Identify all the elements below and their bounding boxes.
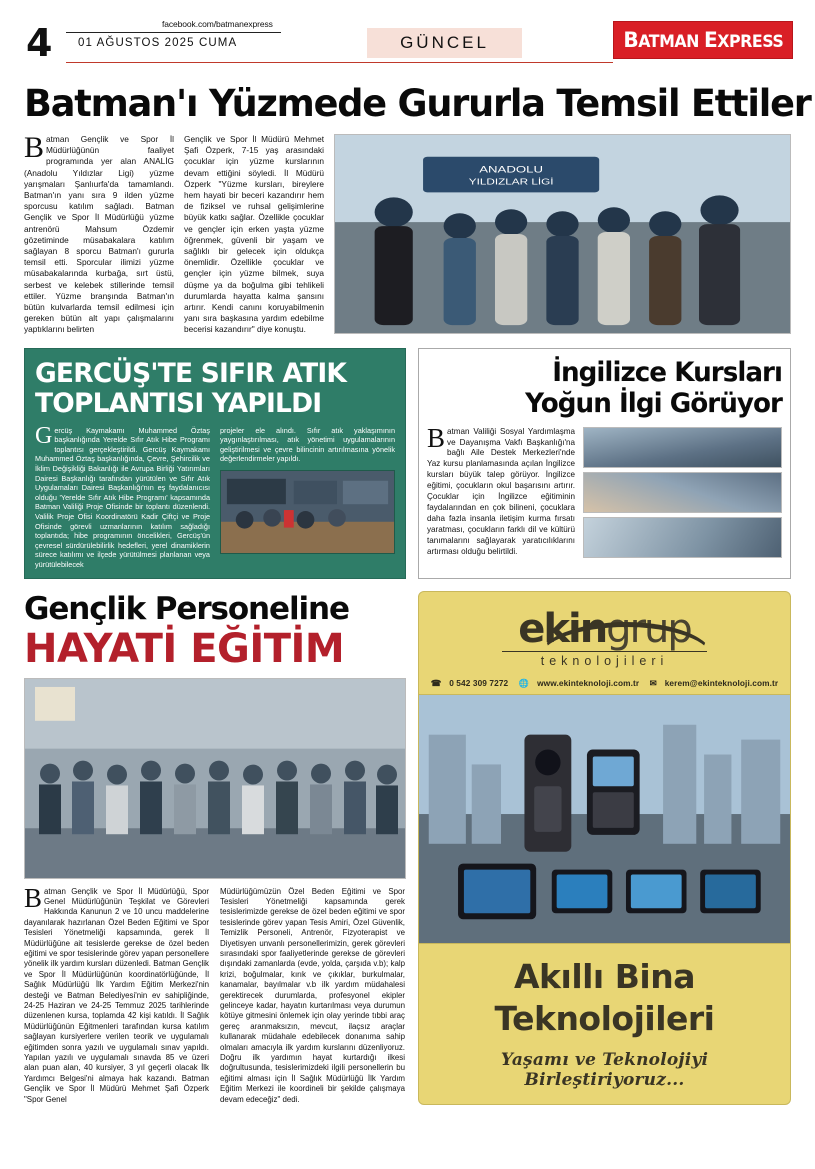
green-story-text-2: projeler ele alındı. Sıfır atık yaklaşımının yaygınlaştırılması, atık yönetimi uygulamalarının geliştirilmesi ve çevre bilincinin artırılmasına yönelik değerlendirmeler yapıldı. (220, 425, 395, 464)
masthead-red-rule (66, 62, 613, 63)
top-story (24, 131, 791, 336)
bottom-story-body-1: atman Gençlik ve Spor İl Müdürlüğü, Spor Genel Müdürlüğünün Teşkilat ve Görevleri Hakkında Kanunun 2 ve 10 uncu maddelerine dayanılarak hazırlanan Özel Beden Eğitimi ve Spor Tesisleri Yönetmeliği kapsamında, gerek İl Müdürlüğüne ait tesislerde gerekse de özel beden eğitimi ve spor tesislerinde görev yapan personellere yönelik ilk yardım kursları düzenledi. Batman Gençlik ve Spor İl Müdürlüğünün koordinatörlüğünde, İl Sağlık Müdürlüğü İlk Yardım Eğitim Merkezi'nin desteği ve Batman Belediyesi'nin ev sahipliğinde, 24-25 Haziran ve 24-25 Temmuz 2025 tarihlerinde düzenlenen kursa, toplamda 42 kişi katıldı. İl Sağlık Müdürlüğünün Eğitmenleri tarafından kursa katılım sağlayan kursiyerlere verilen teorik ve uygulamalı eğitimden sonra yazılı ve uygulamalı sınav yapıldı. Yapılan yazılı ve uygulamalı sınavda 85 ve üzeri alan puan alan, 40 kursiyer, 3 yıl geçerli olacak İlk Yardımcı Belgesi'ni almaya hak kazandı. Batman Gençlik ve Spor İl Müdürü Mehmet Şafi Özperk "Spor Genel (24, 886, 209, 1104)
top-story-photo (334, 134, 791, 334)
top-story-text-1 (24, 131, 174, 336)
top-story-photo-graphic (335, 135, 790, 333)
logo-e: E (703, 28, 717, 52)
ad-website[interactable]: www.ekinteknoloji.com.tr (537, 677, 640, 688)
ad-photo-graphic (419, 695, 790, 943)
logo-b: B (622, 28, 638, 52)
green-story-text-1 (35, 422, 210, 570)
dropcap: B (427, 422, 446, 453)
ad-slogan: Yaşamı ve Teknolojiyi Birleştiriyoruz... (500, 1049, 709, 1090)
masthead (22, 18, 793, 78)
ad-email[interactable]: kerem@ekinteknoloji.com.tr (664, 677, 779, 688)
bottom-story-photo-graphic (25, 679, 405, 878)
ad-title-line-2: Teknolojileri (494, 998, 715, 1038)
english-story-body: atman Valiliği Sosyal Yardımlaşma ve Dayanışma Vakfı Başkanlığı'na bağlı Aile Destek Merkezleri'nde Yaz kursu planlamasında açılan İngilizce kursları büyük talep görüyor. İngilizce eğitimi, çocukların okul başarısını artırır. Çocuklar için İngilizce eğitiminin faydalarından en çok bilineni, çocuklara daha fazla insanla iletişim kurma fırsatı yaratması, çocukların farklı dil ve kültürü tanımalarını sağlayarak yaratıcılıklarını artırması olduğu belirtildi. (427, 426, 575, 556)
envelope-icon: ✉ (649, 677, 657, 688)
advertisement[interactable] (418, 591, 791, 1106)
english-story-body-row (427, 422, 782, 558)
dropcap: B (24, 882, 43, 913)
ad-brand (518, 606, 691, 652)
bottom-story (24, 591, 406, 1106)
svg-text:ANADOLU: ANADOLU (479, 165, 544, 175)
mid-row (24, 348, 791, 579)
ad-logo (419, 592, 790, 672)
english-story-photo-2 (583, 472, 782, 513)
bottom-row (24, 591, 791, 1106)
page-number: 4 (26, 21, 53, 65)
ad-text-block (419, 944, 790, 1105)
bottom-story-text-2: Müdürlüğümüzün Özel Beden Eğitimi ve Spor Tesisleri Yönetmeliği kapsamında gerek tesislerimizde gerekse de özel beden eğitimi ve spor tesislerinde görev yapan Tesis Amiri, Özel Güvenlik, Temizlik Personeli, Antrenör, Fizyoterapist ve Diyetisyen unvanlı personellerimizin, gerek görevleri sırasındaki spor faaliyetlerinde gerekse de görevleri dışındaki zamanlarda (evde, yolda, çarşıda v.b); kalp krizi, boğulmalar, kırık ve çıkıklar, burkulmalar, kanamalar, bayılmalar v.b ilk yardım müdahalesi gerektirecek durumlarda, profesyonel ekipler gelinceye kadar, hayatın kurtarılması veya durumun kötüye gitmesini önlemek için olay yerinde tıbbi araç gereç aranmaksızın, mevcut, ilaçsız araçlar kullanarak müdahale edebilecek donanıma sahip olmaları amacıyla ilk yardım kurslarını düzenliyoruz. Doğru ilk yardımın hayat kurtardığı ilkesi doğrultusunda, tesislerimizdeki ilgili personellerin bu eğitimi alması için İl Sağlık Müdürlüğü İlk Yardım Eğitim Merkezi ile koordineli bir şekilde çalışmaya devam edeceğiz" dedi. (220, 886, 405, 1104)
english-story-photo-3 (583, 517, 782, 558)
green-story-headline-1: GERCÜŞ'TE SIFIR ATIK (35, 357, 347, 389)
top-story-column-2 (184, 134, 324, 336)
logo-atman: ATMAN (637, 32, 704, 51)
newspaper-page (0, 18, 815, 1169)
ad-title-line-1: Akıllı Bina (514, 956, 695, 996)
dropcap: B (24, 131, 45, 164)
globe-icon: 🌐 (518, 677, 530, 688)
green-story-columns (35, 422, 395, 570)
green-story-column-2 (220, 426, 395, 570)
masthead-divider-line (66, 32, 281, 33)
section-label: GÜNCEL (367, 28, 522, 58)
logo-xpress: XPRESS (716, 32, 784, 51)
ad-brand-bold: ekin (518, 605, 607, 652)
bottom-story-text-1 (24, 882, 209, 1106)
newspaper-logo (613, 21, 793, 59)
bottom-story-columns (24, 882, 406, 1106)
english-story-headline-2: Yoğun İlgi Görüyor (525, 387, 782, 419)
bottom-story-headline-1: Gençlik Personeline (24, 590, 349, 627)
green-story-body-1: ercüş Kaymakamı Muhammed Öztaş başkanlığında Yerelde Sıfır Atık Hibe Programı toplantısı gerçekleştirildi. Gercüş Kaymakamı Muhammed Öztaş başkanlığında, Çevre, Şehircilik ve İklim Değişikliği Bakanlığı ile Avrupa Birliği Yatırımları Dairesi Başkanlığı tarafından yürütülen ve Sıfır Atık Uygulamaları Dairesi Başkanlığı'nın eş faydalanıcısı olduğu 'Yerelde Sıfır Atık Hibe Programı' kapsamında Batman Valiliği Proje Ofisinde bir toplantı düzenlendi. Valilik Proje Ofisi Koordinatörü Kadir Çiftçi ve Proje Ofisinde görevli uzmanlarının katılım sağladığı toplantıda; hibe programının öncelikleri, Gercüş'ün çevresel sürdürülebilirlik hedefleri, yerel dinamiklerin sürece katılımı ve ilçede yürütülmesi planlanan veya yürütülebilecek (35, 425, 210, 569)
phone-icon: ☎ (430, 677, 442, 688)
ad-contact-bar (419, 672, 790, 694)
top-story-text-2: Gençlik ve Spor İl Müdürü Mehmet Şafi Özperk, 7-15 yaş arasındaki çocuklar için yüzme kurslarının devam ettiğini söyledi. İl Müdürü Özperk "Yüzme kursları, bireylere hem hayati bir beceri kazandırır hem de fiziksel ve ruhsal gelişimlerine büyük katkı sağlar. Özellikle çocuklar ve gençler için erken yaşta yüzme öğrenmek, güvenli bir yaşam ve sağlıklı bir gelecek için oldukça önemlidir. Özellikle çocuklar ve gençler için yüzme bilmek, suya düşme ya da boğulma gibi tehlikeli durumlarda hayatta kalma şansını artırır. Kendi canını koruyabilmenin yanı sıra başkasına yardım edebilme becerisi kazandırır" diye konuştu. (184, 134, 324, 335)
publication-date: 01 AĞUSTOS 2025 CUMA (78, 37, 238, 49)
english-story-text (427, 422, 575, 558)
bottom-story-headline-2: HAYATİ EĞİTİM (24, 625, 345, 672)
ad-photo (419, 694, 790, 944)
english-story-photos (583, 427, 782, 558)
green-story (24, 348, 406, 579)
green-story-photo (220, 470, 395, 554)
top-story-body-1: atman Gençlik ve Spor İl Müdürlüğünün faaliyet programında yer alan ANALİG (Anadolu Yıldızlar Ligi) yüzme yarışmaları Şanlıurfa'da tamamlandı. Batman'ın yanı sıra 9 ilden yüzme sporcusu katılım sağladı. Batman Gençlik ve Spor İl Müdürlüğü yüzme antrenörü Mahsum Özdemir gözetiminde müsabakalara katılım sağlayan 8 sporcu Batman'ı gururla temsil etti. Sporcular ilimizi yüzme müsabakalarında kurbağa, sırt üstü, serbest ve kelebek stillerinde temsil ettiler. Yüzme branşında Batman'ın bütün kulvarlarda temsil edilmesi için gereken bütün alt yapı çalışmalarını yaptıklarını belirten (24, 134, 174, 335)
green-story-headline-2: TOPLANTISI YAPILDI (35, 387, 322, 419)
top-story-headline: Batman'ı Yüzmede Gururla Temsil Ettiler (24, 82, 811, 125)
green-story-photo-graphic (221, 471, 394, 553)
english-story (418, 348, 791, 579)
english-story-headline-1: İngilizce Kursları (552, 356, 782, 388)
newspaper-logo-text (623, 28, 783, 52)
facebook-url: facebook.com/batmanexpress (162, 19, 273, 29)
bottom-story-photo (24, 678, 406, 879)
ad-phone[interactable]: 0 542 309 7272 (449, 677, 509, 688)
svg-text:YILDIZLAR LİGİ: YILDIZLAR LİGİ (468, 178, 554, 187)
ad-brand-sub: teknolojileri (502, 651, 707, 668)
dropcap: G (35, 422, 53, 449)
english-story-photo-1 (583, 427, 782, 468)
top-story-column-1 (24, 131, 174, 336)
ad-brand-thin: grup (606, 605, 691, 652)
